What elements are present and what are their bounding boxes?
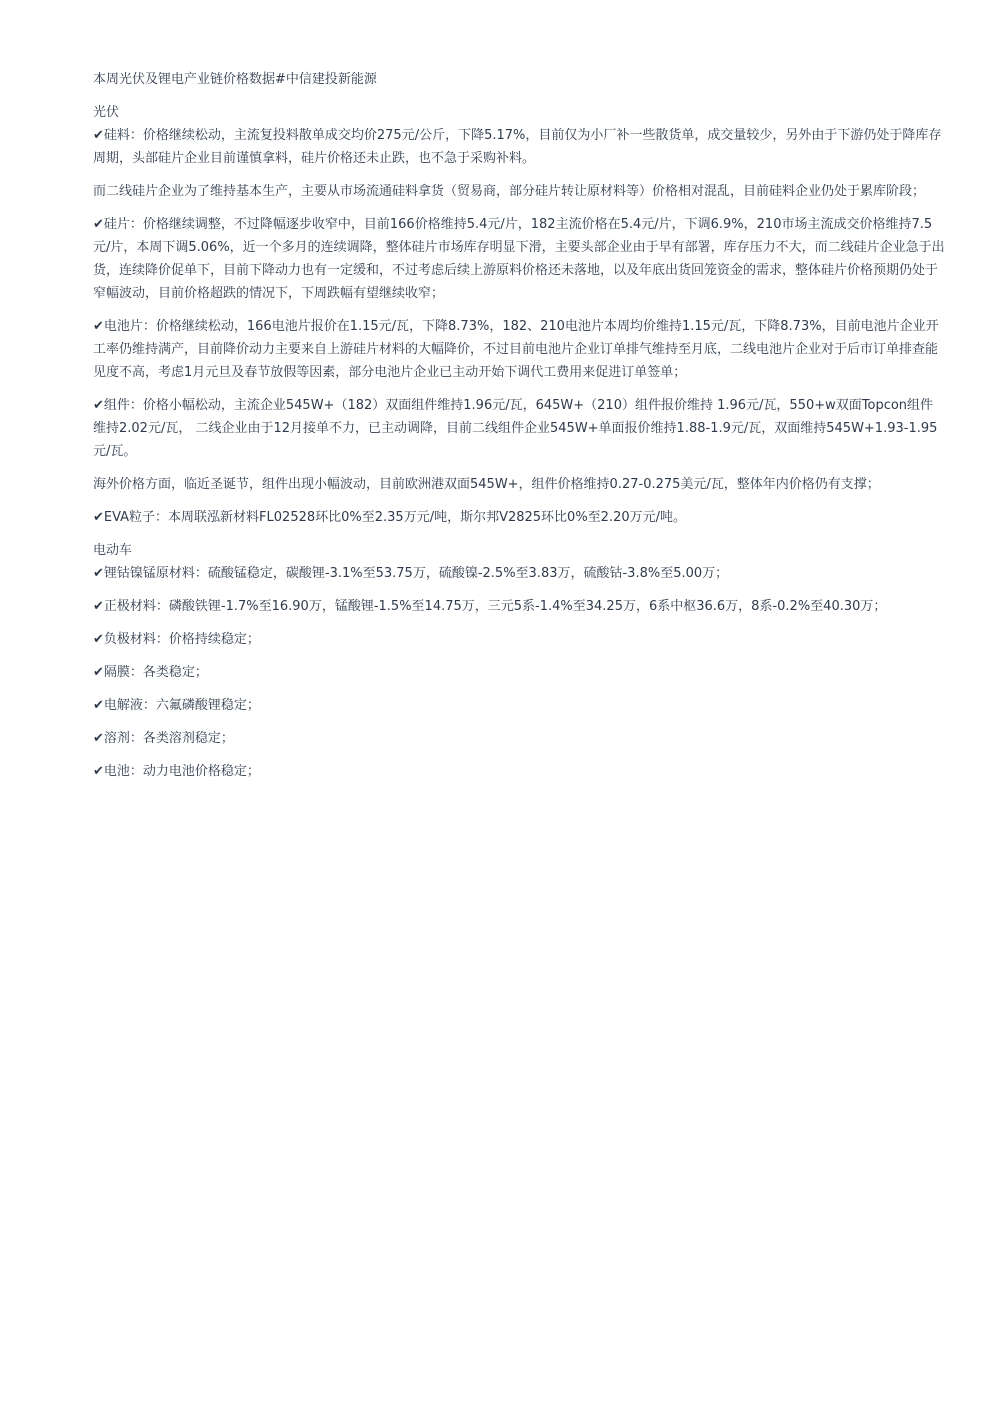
- ev-paragraph-separator: ✔隔膜：各类稳定；: [93, 665, 208, 680]
- pv-paragraph-wafer: ✔硅片：价格继续调整，不过降幅逐步收窄中，目前166价格维持5.4元/片，182主流价格在5.4元/片，下调6.9%，210市场主流成交价格维持7.5元/片，本周下调5.06%，近一个多月的连续调降，整体硅片市场库存明显下滑，主要头部企业由于早有部署，库存压力不大，而二线硅片企业急于出货，连续降价促单下，目前下降动力也有一定缓和，不过考虑后续上游原料价格还未落地，以及年底出货回笼资金的需求，整体硅片价格预期仍处于窄幅波动，目前价格超跌的情况下，下周跌幅有望继续收窄；: [93, 217, 945, 301]
- ev-paragraph-cathode: ✔正极材料：磷酸铁锂-1.7%至16.90万，锰酸锂-1.5%至14.75万，三元5系-1.4%至34.25万，6系中枢36.6万，8系-0.2%至40.30万；: [93, 599, 887, 614]
- ev-paragraph-anode: ✔负极材料：价格持续稳定；: [93, 632, 260, 647]
- pv-paragraph-overseas-price: 海外价格方面，临近圣诞节，组件出现小幅波动，目前欧洲港双面545W+，组件价格维持0.27-0.275美元/瓦，整体年内价格仍有支撑；: [93, 477, 880, 492]
- pv-paragraph-eva: ✔EVA粒子：本周联泓新材料FL02528环比0%至2.35万元/吨，斯尔邦V2825环比0%至2.20万元/吨。: [93, 510, 687, 525]
- ev-paragraph-electrolyte: ✔电解液：六氟磷酸锂稳定；: [93, 698, 260, 713]
- ev-paragraph-raw-materials: ✔锂钴镍锰原材料：硫酸锰稳定，碳酸锂-3.1%至53.75万，硫酸镍-2.5%至3.83万，硫酸钴-3.8%至5.00万；: [93, 566, 729, 581]
- pv-paragraph-cell: ✔电池片：价格继续松动，166电池片报价在1.15元/瓦，下降8.73%，182、210电池片本周均价维持1.15元/瓦，下降8.73%，目前电池片企业开工率仍维持满产，目前降价动力主要来自上游硅片材料的大幅降价，不过目前电池片企业订单排气维持至月底，二线电池片企业对于后市订单排查能见度不高，考虑1月元旦及春节放假等因素，部分电池片企业已主动开始下调代工费用来促进订单签单；: [93, 319, 939, 380]
- pv-paragraph-module: ✔组件：价格小幅松动，主流企业545W+（182）双面组件维持1.96元/瓦，645W+（210）组件报价维持 1.96元/瓦，550+w双面Topcon组件维持2.02元/瓦， 二线企业由于12月接单不力，已主动调降，目前二线组件企业545W+单面报价维持1.88-1.9元/瓦，双面维持545W+1.93-1.95元/瓦。: [93, 398, 938, 459]
- ev-paragraph-solvent: ✔溶剂：各类溶剂稳定；: [93, 731, 234, 746]
- ev-paragraph-battery: ✔电池：动力电池价格稳定；: [93, 764, 260, 779]
- pv-paragraph-silicon-material: ✔硅料：价格继续松动，主流复投料散单成交均价275元/公斤，下降5.17%，目前仅为小厂补一些散货单，成交量较少，另外由于下游仍处于降库存周期，头部硅片企业目前谨慎拿料，硅片价格还未止跌，也不急于采购补料。: [93, 128, 942, 166]
- pv-paragraph-second-tier-wafer: 而二线硅片企业为了维持基本生产，主要从市场流通硅料拿货（贸易商，部分硅片转让原材料等）价格相对混乱，目前硅料企业仍处于累库阶段；: [93, 184, 926, 199]
- document-title: 本周光伏及锂电产业链价格数据#中信建投新能源: [93, 72, 377, 87]
- section-heading-pv: 光伏: [93, 105, 120, 120]
- document-page: [93, 68, 945, 793]
- section-heading-ev: 电动车: [93, 543, 133, 558]
